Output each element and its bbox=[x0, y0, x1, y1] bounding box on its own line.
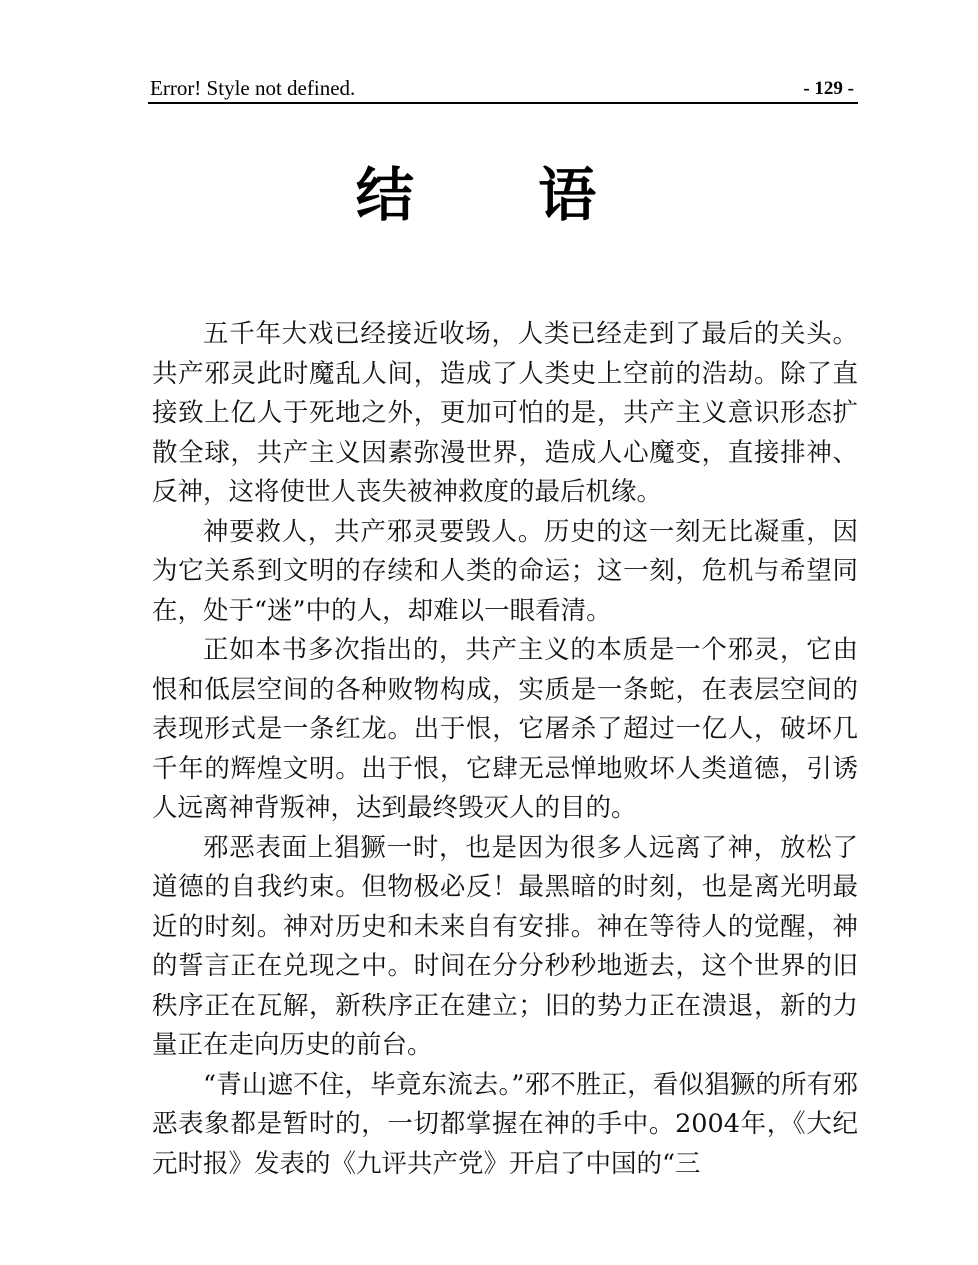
header-style-error-text: Error! Style not defined. bbox=[150, 76, 356, 100]
paragraph: 正如本书多次指出的，共产主义的本质是一个邪灵，它由恨和低层空间的各种败物构成，实质是一条蛇，在表层空间的表现形式是一条红龙。出于恨，它屠杀了超过一亿人，破坏几千年的辉煌文明。出于恨，它肆无忌惮地败坏人类道德，引诱人远离神背叛神，达到最终毁灭人的目的。 bbox=[152, 635, 858, 823]
paragraph: 五千年大戏已经接近收场，人类已经走到了最后的关头。共产邪灵此时魔乱人间，造成了人类史上空前的浩劫。除了直接致上亿人于死地之外，更加可怕的是，共产主义意识形态扩散全球，共产主义因素弥漫世界，造成人心魔变，直接排神、反神，这将使世人丧失被神救度的最后机缘。 bbox=[152, 319, 858, 507]
page-number: - 129 - bbox=[803, 78, 854, 99]
chapter-title: 结 语 bbox=[355, 161, 649, 229]
paragraph: 神要救人，共产邪灵要毁人。历史的这一刻无比凝重，因为它关系到文明的存续和人类的命运；这一刻，危机与希望同在，处于“迷”中的人，却难以一眼看清。 bbox=[152, 516, 858, 626]
paragraph: 邪恶表面上猖獗一时，也是因为很多人远离了神，放松了道德的自我约束。但物极必反！最黑暗的时刻，也是离光明最近的时刻。神对历史和未来自有安排。神在等待人的觉醒，神的誓言正在兑现之中。时间在分分秒秒地逝去，这个世界的旧秩序正在瓦解，新秩序正在建立；旧的势力正在溃退，新的力量正在走向历史的前台。 bbox=[152, 832, 858, 1060]
running-header bbox=[148, 72, 858, 104]
body-text bbox=[152, 315, 858, 1184]
paragraph: “青山遮不住，毕竟东流去。”邪不胜正，看似猖獗的所有邪恶表象都是暂时的，一切都掌握在神的手中。2004年，《大纪元时报》发表的《九评共产党》开启了中国的“三 bbox=[152, 1069, 858, 1179]
